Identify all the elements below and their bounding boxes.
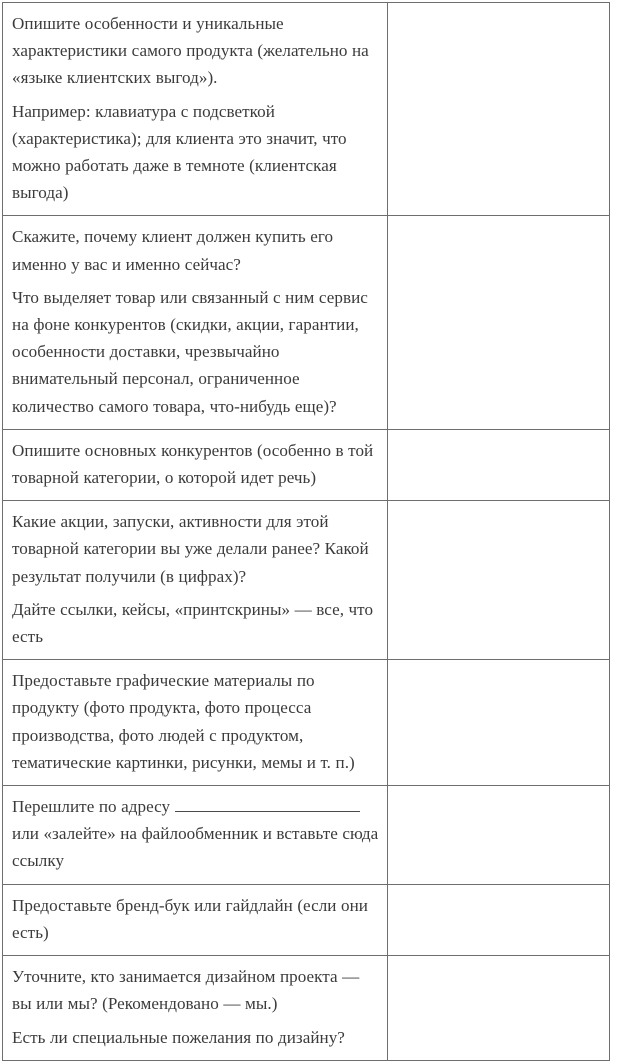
question-cell-product-features [3, 3, 388, 216]
answer-text[interactable] [388, 885, 609, 911]
question-cell-send-to-address [3, 786, 388, 885]
question-cell-competitors [3, 429, 388, 500]
answer-text[interactable] [388, 956, 609, 982]
question-cell-past-activities [3, 501, 388, 660]
question-paragraph: Предоставьте графические материалы по продукту (фото продукта, фото процесса производства, фото людей с продуктом, тематические картинки, рисунки, мемы и т. п.) [12, 671, 355, 772]
question-text: Перешлите по адресу [12, 797, 171, 817]
question-paragraph: Какие акции, запуски, активности для этой товарной категории вы уже делали ранее? Какой результат получили (в цифрах)? [12, 512, 369, 586]
answer-cell-competitors[interactable] [388, 429, 610, 500]
answer-text[interactable] [388, 786, 609, 812]
answer-cell-why-buy-now[interactable] [388, 216, 610, 429]
question-paragraph: Предоставьте бренд-бук или гайдлайн (если они есть) [12, 895, 368, 942]
table-row [3, 3, 610, 216]
table-row [3, 501, 610, 660]
question-paragraph: Уточните, кто занимается дизайном проекта — вы или мы? (Рекомендовано — мы.) [12, 967, 360, 1014]
answer-text[interactable] [388, 430, 609, 456]
question-paragraph-with-blank [12, 793, 379, 820]
answer-cell-design-owner[interactable] [388, 956, 610, 1061]
table-row [3, 429, 610, 500]
question-cell-why-buy-now [3, 216, 388, 429]
answer-cell-product-features[interactable] [388, 3, 610, 216]
question-paragraph: Например: клавиатура с подсветкой (характеристика); для клиента это значит, что можно работать даже в темноте (клиентская выгода) [12, 101, 347, 203]
question-paragraph: Скажите, почему клиент должен купить его именно у вас и именно сейчас? [12, 227, 334, 274]
question-paragraph: или «залейте» на файлообменник и вставьте сюда ссылку [12, 824, 379, 871]
answer-text[interactable] [388, 3, 609, 29]
answer-cell-graphic-materials[interactable] [388, 660, 610, 786]
table-row [3, 884, 610, 955]
question-paragraph: Что выделяет товар или связанный с ним сервис на фоне конкурентов (скидки, акции, гарантии, особенности доставки, чрезвычайно внимательный персонал, ограниченное количество самого товара, что-нибудь еще)? [12, 287, 368, 416]
table-row [3, 956, 610, 1061]
question-cell-design-owner [3, 956, 388, 1061]
question-paragraph: Дайте ссылки, кейсы, «принтскрины» — все, что есть [12, 599, 374, 647]
answer-cell-brand-book[interactable] [388, 884, 610, 955]
question-paragraph: Опишите особенности и уникальные характеристики самого продукта (желательно на «языке клиентских выгод»). [12, 14, 369, 88]
answer-text[interactable] [388, 660, 609, 686]
table-body [3, 3, 610, 1061]
table-row [3, 660, 610, 786]
question-cell-graphic-materials [3, 660, 388, 786]
brief-questionnaire-table [2, 2, 610, 1061]
blank-fill-line[interactable] [175, 797, 360, 812]
answer-cell-past-activities[interactable] [388, 501, 610, 660]
question-cell-brand-book [3, 884, 388, 955]
answer-text[interactable] [388, 216, 609, 242]
answer-cell-send-to-address[interactable] [388, 786, 610, 885]
question-paragraph: Опишите основных конкурентов (особенно в той товарной категории, о которой идет речь) [12, 440, 374, 488]
answer-text[interactable] [388, 501, 609, 527]
question-paragraph: Есть ли специальные пожелания по дизайну? [12, 1027, 345, 1047]
table-row [3, 216, 610, 429]
table-row [3, 786, 610, 885]
